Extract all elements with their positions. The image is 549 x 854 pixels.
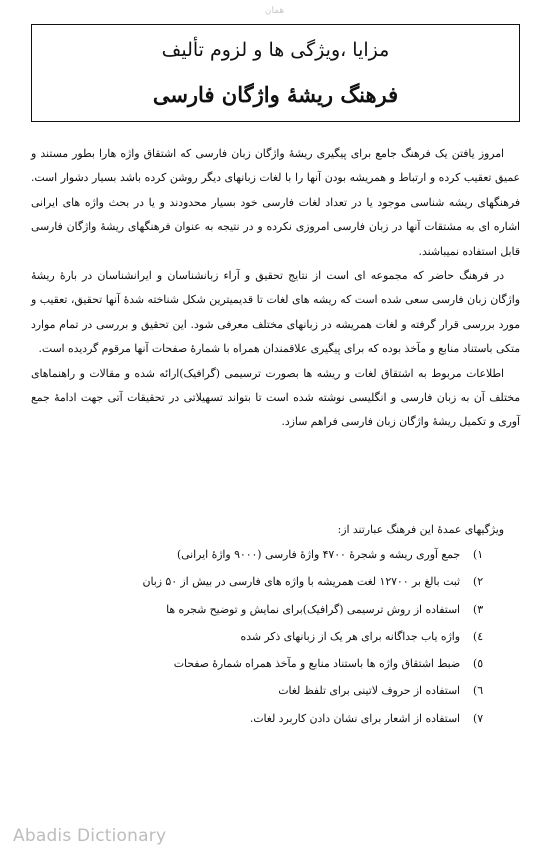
list-item-text: استفاده از حروف لاتینی برای تلفظ لغات xyxy=(278,684,460,698)
paragraph: امروز یافتن یک فرهنگ جامع برای پیگیری ریشهٔ واژگان زبان فارسی که اشتقاق واژه هارا بطور مستند و عمیق تعقیب کرده و ارتباط و همریشه بودن آنها را با لغات زبانهای دیگر روشن کرده باشد بسیار دشوار است. فرهنگهای ریشه شناسی موجود یا در تعداد لغات فارسی خود بسیار محدودند و یا در بحث واژه های ایرانی اشاره ای به مشتقات آنها در زبان فارسی امروزی نکرده و در نتیجه به عنوان فرهنگهای ریشهٔ واژگان فارسی قابل استفاده نمیباشند. xyxy=(31,147,520,258)
paragraph: در فرهنگ حاضر که مجموعه ای است از نتایج تحقیق و آراء زبانشناسان و ایرانشناسان در بارهٔ ریشهٔ واژگان زبان فارسی سعی شده است که ریشه های لغات تا قدیمیترین شکل شناخته شدهٔ آنها تحقیق، تعقیب و مورد بررسی قرار گرفته و لغات همریشه در زبانهای مختلف معرفی شود. این تحقیق و بررسی در تمام موارد متکی باستناد منابع و مآخذ بوده که برای پیگیری علاقمندان همراه با شمارهٔ صفحات آنها مرقوم گردیده است. xyxy=(31,269,520,356)
title-box xyxy=(31,24,520,122)
list-item-number: ٥) xyxy=(472,657,483,671)
title-line-2: فرهنگ ریشهٔ واژگان فارسی xyxy=(152,82,399,107)
header-mark: همان xyxy=(264,6,285,16)
watermark: Abadis Dictionary xyxy=(13,826,167,846)
list-item-number: ۱) xyxy=(472,548,483,561)
list-item-text: واژه یاب جداگانه برای هر یک از زبانهای ذکر شده xyxy=(240,629,460,643)
list-item-text: ثبت بالغ بر ۱۲۷۰۰ لغت همریشه با واژه های فارسی در بیش از ۵۰ زبان xyxy=(142,575,460,589)
list-item xyxy=(31,707,483,734)
features-intro: ویژگیهای عمدهٔ این فرهنگ عبارتند از: xyxy=(337,523,504,536)
list-item-text: جمع آوری ریشه و شجرهٔ ۴۷۰۰ واژهٔ فارسی (۹۰۰۰ واژهٔ ایرانی) xyxy=(176,548,460,561)
list-item-number: ۳) xyxy=(472,602,483,616)
list-item xyxy=(31,652,483,679)
title-line-1: مزایا ،ویژگی ها و لزوم تألیف xyxy=(161,39,390,61)
list-item xyxy=(31,625,483,652)
list-item-number: ۷) xyxy=(472,711,483,725)
list-item xyxy=(31,679,483,706)
list-item-number: ٤) xyxy=(472,629,483,643)
list-item-text: استفاده از روش ترسیمی (گرافیک)برای نمایش و توضیح شجره ها xyxy=(166,602,460,616)
features-list xyxy=(31,543,483,734)
body-text xyxy=(31,142,520,435)
list-item-text: ضبط اشتقاق واژه ها باستناد منابع و مآخذ همراه شمارهٔ صفحات xyxy=(173,657,460,671)
list-item xyxy=(31,570,483,597)
paragraph: اطلاعات مربوط به اشتقاق لغات و ریشه ها بصورت ترسیمی (گرافیک)ارائه شده و مقالات و راهنماهای مختلف آن به زبان فارسی و انگلیسی نوشته شده است تا بتواند تسهیلاتی در تحقیقات آتی جهت ادامهٔ جمع آوری و تکمیل ریشهٔ واژگان زبان فارسی فراهم سازد. xyxy=(31,366,520,429)
list-item-number: ۲) xyxy=(472,575,483,589)
list-item xyxy=(31,598,483,625)
list-item xyxy=(31,543,483,570)
list-item-text: استفاده از اشعار برای نشان دادن کاربرد لغات. xyxy=(249,711,460,725)
list-item-number: ٦) xyxy=(472,684,483,698)
